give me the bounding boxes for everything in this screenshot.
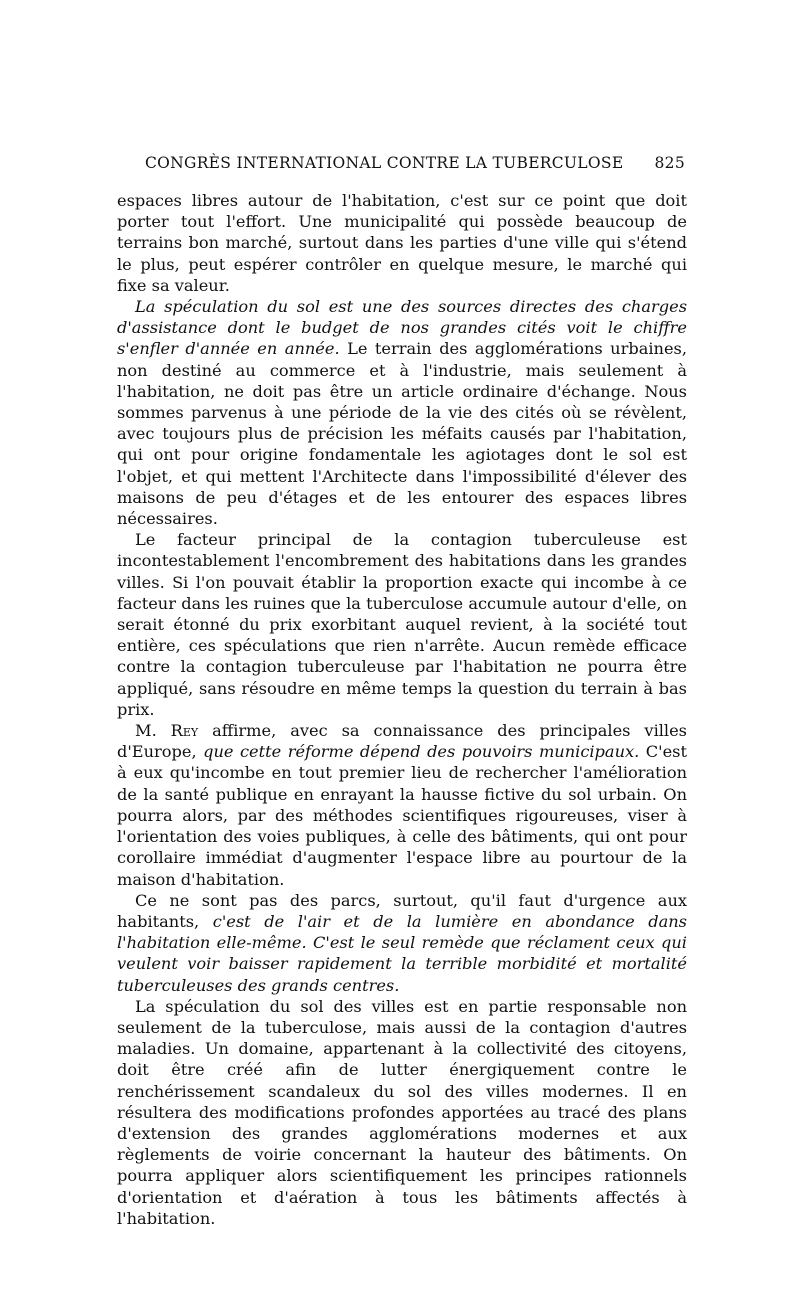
- paragraph: [117, 190, 687, 296]
- paragraph: [117, 296, 687, 529]
- body-text: [117, 190, 687, 1229]
- italic-text: que cette réforme dépend des pouvoirs municipaux.: [203, 742, 640, 762]
- page-number: 825: [654, 154, 685, 172]
- author-name: Rey: [170, 721, 199, 741]
- italic-text: La spéculation du sol est une des sources directes des charges d'assistance dont le budget de nos grandes cités voit le chiffre s'enfler d'année en année.: [117, 297, 687, 359]
- text-run: Ce ne sont pas des parcs, surtout, qu'il faut d'urgence aux habitants,: [117, 890, 687, 931]
- paragraph: [117, 529, 687, 720]
- running-head-title: CONGRÈS INTERNATIONAL CONTRE LA TUBERCULOSE: [145, 154, 624, 172]
- book-page: [117, 154, 687, 1229]
- italic-text: c'est de l'air et de la lumière en abondance dans l'habitation elle-même. C'est le seul remède que réclament ceux qui veulent voir baisser rapidement la terrible morbidité et mortalité tuberculeuses des grands centres.: [117, 911, 687, 995]
- text-run: Le terrain des agglomérations urbaines, non destiné au commerce et à l'industrie, mais seulement à l'habitation, ne doit pas être un article ordinaire d'échange. Nous sommes parvenus à une période de la vie des cités où se révèlent, avec toujours plus de précision les méfaits causés par l'habitation, qui ont pour origine fondamentale les agiotages dont le sol est l'objet, et qui mettent l'Architecte dans l'impossibilité d'élever des maisons de peu d'étages et de les entourer des espaces libres nécessaires.: [117, 339, 687, 529]
- text-run: affirme, avec sa connaissance des principales villes d'Europe,: [117, 721, 687, 762]
- running-head: [117, 154, 687, 180]
- text-run: espaces libres autour de l'habitation, c'est sur ce point que doit porter tout l'effort. Une municipalité qui possède beaucoup de terrains bon marché, surtout dans les parties d'une ville qui s'étend le plus, peut espérer contrôler en quelque mesure, le marché qui fixe sa valeur.: [117, 191, 687, 295]
- paragraph: [117, 720, 687, 890]
- paragraph: [117, 890, 687, 996]
- text-run: C'est à eux qu'incombe en tout premier lieu de rechercher l'amélioration de la santé publique en enrayant la hausse fictive du sol urbain. On pourra alors, par des méthodes scientifiques rigoureuses, viser à l'orientation des voies publiques, à celle des bâtiments, qui ont pour corollaire immédiat d'augmenter l'espace libre au pourtour de la maison d'habitation.: [117, 742, 687, 889]
- text-run: M.: [135, 721, 171, 741]
- text-run: Le facteur principal de la contagion tuberculeuse est incontestablement l'encombrement des habitations dans les grandes villes. Si l'on pouvait établir la proportion exacte qui incombe à ce facteur dans les ruines que la tuberculose accumule autour d'elle, on serait étonné du prix exorbitant auquel revient, à la société tout entière, ces spéculations que rien n'arrête. Aucun remède efficace contre la contagion tuberculeuse par l'habitation ne pourra être appliqué, sans résoudre en même temps la question du terrain à bas prix.: [117, 530, 687, 719]
- paragraph: [117, 996, 687, 1229]
- text-run: La spéculation du sol des villes est en partie responsable non seulement de la tuberculose, mais aussi de la contagion d'autres maladies. Un domaine, appartenant à la collectivité des citoyens, doit être créé afin de lutter énergiquement contre le renchérissement scandaleux du sol des villes modernes. Il en résultera des modifications profondes apportées au tracé des plans d'extension des grandes agglomérations modernes et aux règlements de voirie concernant la hauteur des bâtiments. On pourra appliquer alors scientifiquement les principes rationnels d'orientation et d'aération à tous les bâtiments affectés à l'habitation.: [117, 996, 687, 1228]
